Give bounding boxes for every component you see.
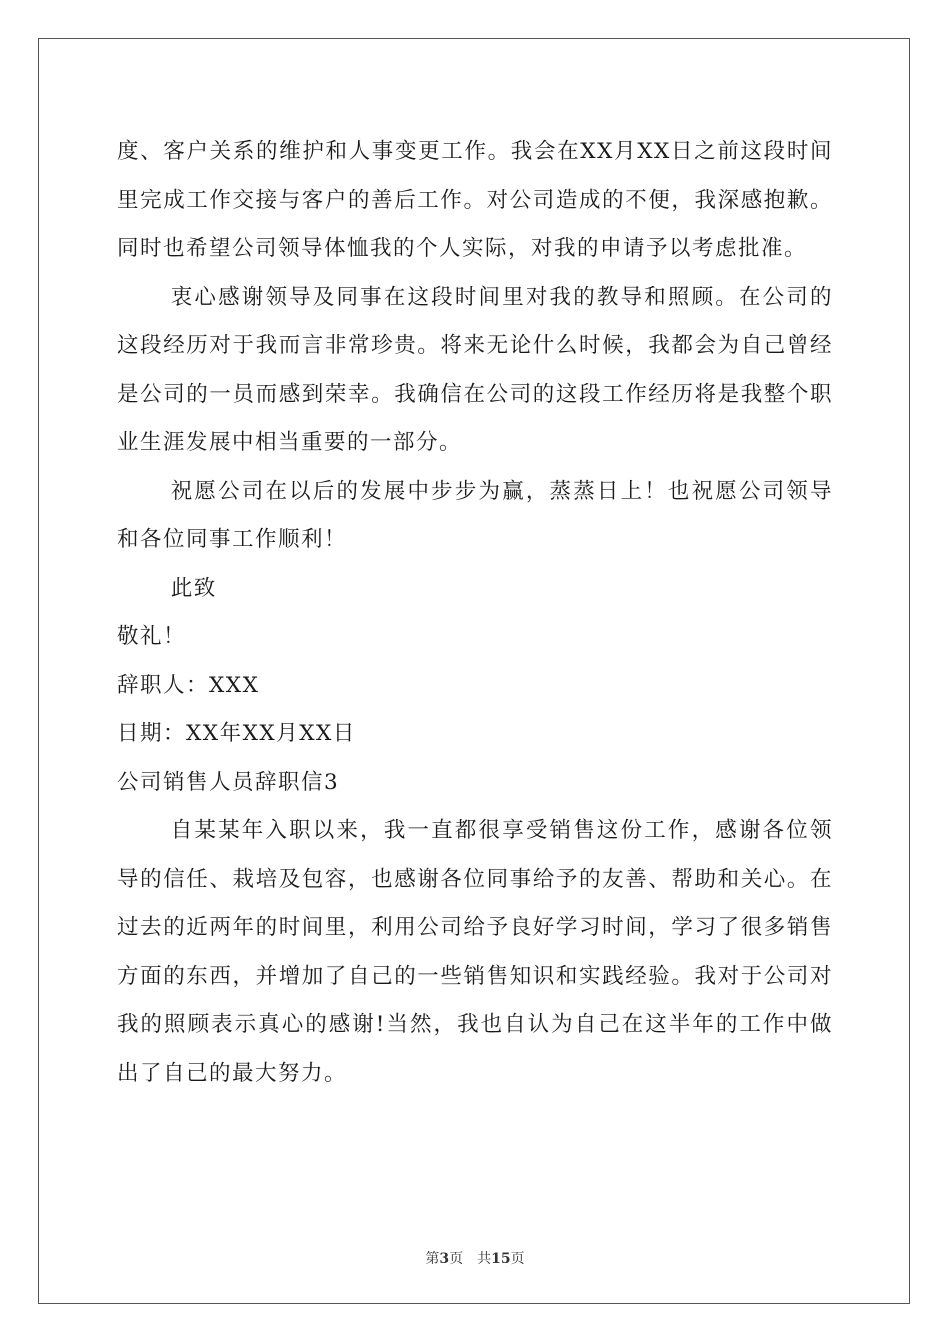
- page-footer: [0, 1248, 950, 1268]
- page-number: 3: [439, 1251, 450, 1267]
- section-heading: 公司销售人员辞职信3: [117, 769, 340, 795]
- page-prefix: 第: [425, 1251, 440, 1267]
- letter-body: [117, 128, 833, 1098]
- closing-salutation: 此致: [170, 575, 217, 601]
- closing-regards: 敬礼！: [117, 624, 187, 649]
- signature-line: 辞职人：XXX: [117, 672, 260, 698]
- paragraph-introduction: 自某某年入职以来，我一直都很享受销售这份工作，感谢各位领导的信任、栽培及包容，也感谢各位同事给予的友善、帮助和关心。在过去的近两年的时间里，利用公司给予良好学习时间，学习了很多销售方面的东西，并增加了自己的一些销售知识和实践经验。我对于公司对我的照顾表示真心的感谢!当然，我也自认为自己在这半年的工作中做出了自己的最大努力。: [117, 818, 833, 1086]
- date-line: 日期：XX年XX月XX日: [117, 721, 356, 746]
- total-prefix: 共: [477, 1251, 492, 1267]
- paragraph-continuation: 度、客户关系的维护和人事变更工作。我会在XX月XX日之前这段时间里完成工作交接与客户的善后工作。对公司造成的不便，我深感抱歉。同时也希望公司领导体恤我的个人实际，对我的申请予以考虑批准。: [117, 139, 833, 261]
- paragraph-thanks: 衷心感谢领导及同事在这段时间里对我的教导和照顾。在公司的这段经历对于我而言非常珍贵。将来无论什么时候，我都会为自己曾经是公司的一员而感到荣幸。我确信在公司的这段工作经历将是我整个职业生涯发展中相当重要的一部分。: [117, 284, 833, 455]
- page-suffix: 页: [449, 1251, 464, 1267]
- total-pages: 15: [491, 1251, 511, 1267]
- paragraph-wishes: 祝愿公司在以后的发展中步步为赢，蒸蒸日上！也祝愿公司领导和各位同事工作顺利！: [117, 478, 833, 552]
- total-suffix: 页: [510, 1251, 525, 1267]
